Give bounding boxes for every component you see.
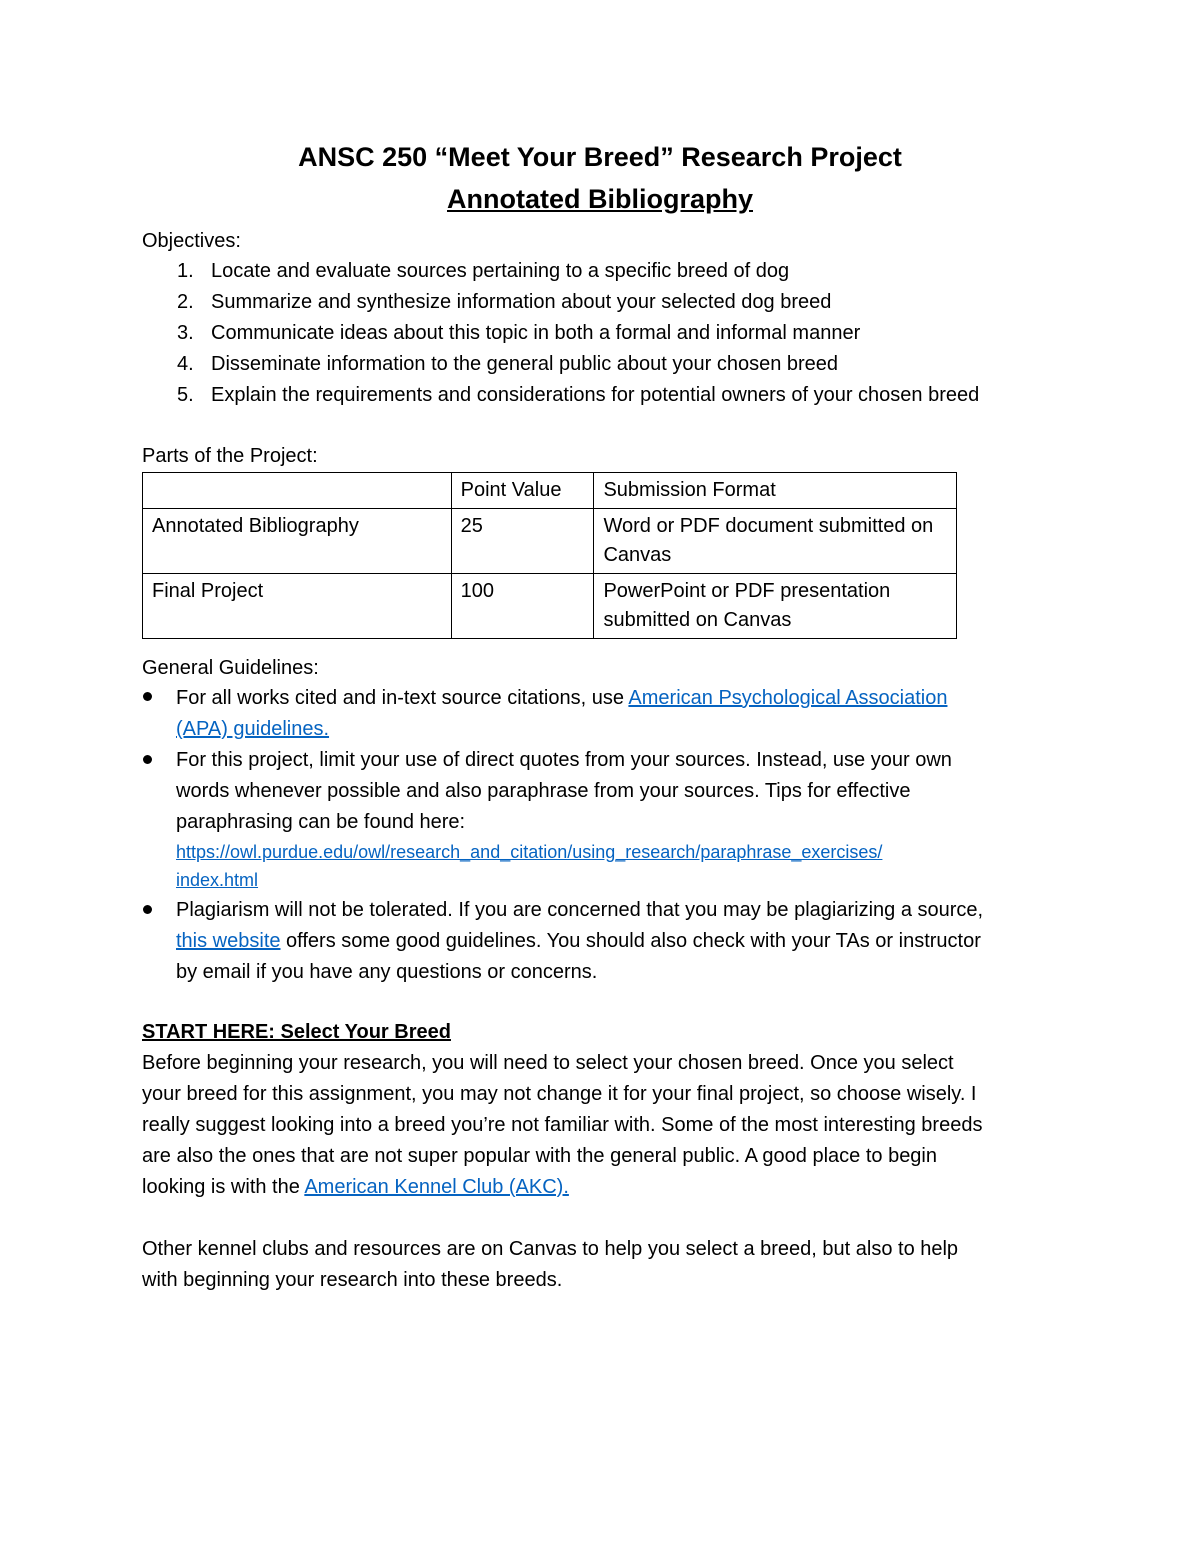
guideline-line: Plagiarism will not be tolerated. If you are concerned that you may be plagiarizing a source,	[176, 899, 984, 921]
table-row	[143, 574, 957, 639]
table-cell: 100	[451, 574, 594, 639]
objective-number: 1.	[177, 260, 194, 282]
table-header-cell: Point Value	[451, 473, 594, 509]
paraphrase-url-link[interactable]: https://owl.purdue.edu/owl/research_and_citation/using_research/paraphrase_exercises/	[176, 842, 883, 862]
objective-item: Explain the requirements and considerations for potential owners of your chosen breed	[211, 384, 980, 406]
bullet-icon	[143, 755, 152, 764]
this-website-link[interactable]: this website	[176, 930, 281, 952]
guideline-text: offers some good guidelines. You should also check with your TAs or instructor	[280, 930, 981, 952]
table-header-cell	[143, 473, 452, 509]
guideline-line: paraphrasing can be found here:	[176, 811, 466, 833]
guideline-line	[176, 686, 947, 710]
guidelines-label: General Guidelines:	[142, 657, 319, 679]
apa-guidelines-link[interactable]: American Psychological Association	[628, 687, 948, 709]
objective-number: 2.	[177, 291, 194, 313]
guideline-text: For all works cited and in-text source citations, use	[176, 687, 629, 709]
table-header-row	[143, 473, 957, 509]
guideline-line	[176, 868, 258, 892]
paragraph-line: your breed for this assignment, you may not change it for your final project, so choose wisely. I	[142, 1083, 977, 1105]
parts-table	[142, 472, 957, 639]
paragraph-line: Other kennel clubs and resources are on Canvas to help you select a breed, but also to help	[142, 1238, 959, 1260]
guideline-line: words whenever possible and also paraphrase from your sources. Tips for effective	[176, 780, 911, 802]
section-heading: START HERE: Select Your Breed	[142, 1021, 451, 1043]
table-cell: 25	[451, 509, 594, 574]
guideline-line	[176, 717, 329, 741]
objective-number: 3.	[177, 322, 194, 344]
objective-number: 5.	[177, 384, 194, 406]
page-title: ANSC 250 “Meet Your Breed” Research Project	[298, 142, 902, 172]
guideline-line	[176, 840, 882, 864]
page-subtitle: Annotated Bibliography	[447, 184, 753, 214]
apa-guidelines-link-cont[interactable]: (APA) guidelines.	[176, 718, 330, 740]
guideline-line: by email if you have any questions or concerns.	[176, 961, 598, 983]
objective-number: 4.	[177, 353, 194, 375]
guideline-line	[176, 929, 981, 953]
table-header-cell: Submission Format	[594, 473, 957, 509]
table-cell: Annotated Bibliography	[143, 509, 452, 574]
table-cell: PowerPoint or PDF presentation submitted on Canvas	[594, 574, 957, 639]
objective-item: Disseminate information to the general public about your chosen breed	[211, 353, 839, 375]
paragraph-line: Before beginning your research, you will need to select your chosen breed. Once you select	[142, 1052, 954, 1074]
akc-link[interactable]: American Kennel Club (AKC).	[304, 1176, 569, 1198]
paragraph-line: with beginning your research into these breeds.	[142, 1269, 563, 1291]
objectives-label: Objectives:	[142, 230, 241, 252]
objective-item: Summarize and synthesize information about your selected dog breed	[211, 291, 832, 313]
guideline-line: For this project, limit your use of direct quotes from your sources. Instead, use your own	[176, 749, 952, 771]
table-cell: Final Project	[143, 574, 452, 639]
parts-label: Parts of the Project:	[142, 445, 318, 467]
paraphrase-url-link-cont[interactable]: index.html	[176, 870, 259, 890]
table-row	[143, 509, 957, 574]
paragraph-line: are also the ones that are not super popular with the general public. A good place to begin	[142, 1145, 937, 1167]
bullet-icon	[143, 905, 152, 914]
paragraph-line: really suggest looking into a breed you’re not familiar with. Some of the most interesting breeds	[142, 1114, 983, 1136]
objective-item: Locate and evaluate sources pertaining to a specific breed of dog	[211, 260, 790, 282]
paragraph-line	[142, 1175, 569, 1199]
table-cell: Word or PDF document submitted on Canvas	[594, 509, 957, 574]
paragraph-text: looking is with the	[142, 1176, 305, 1198]
objective-item: Communicate ideas about this topic in both a formal and informal manner	[211, 322, 861, 344]
bullet-icon	[143, 692, 152, 701]
